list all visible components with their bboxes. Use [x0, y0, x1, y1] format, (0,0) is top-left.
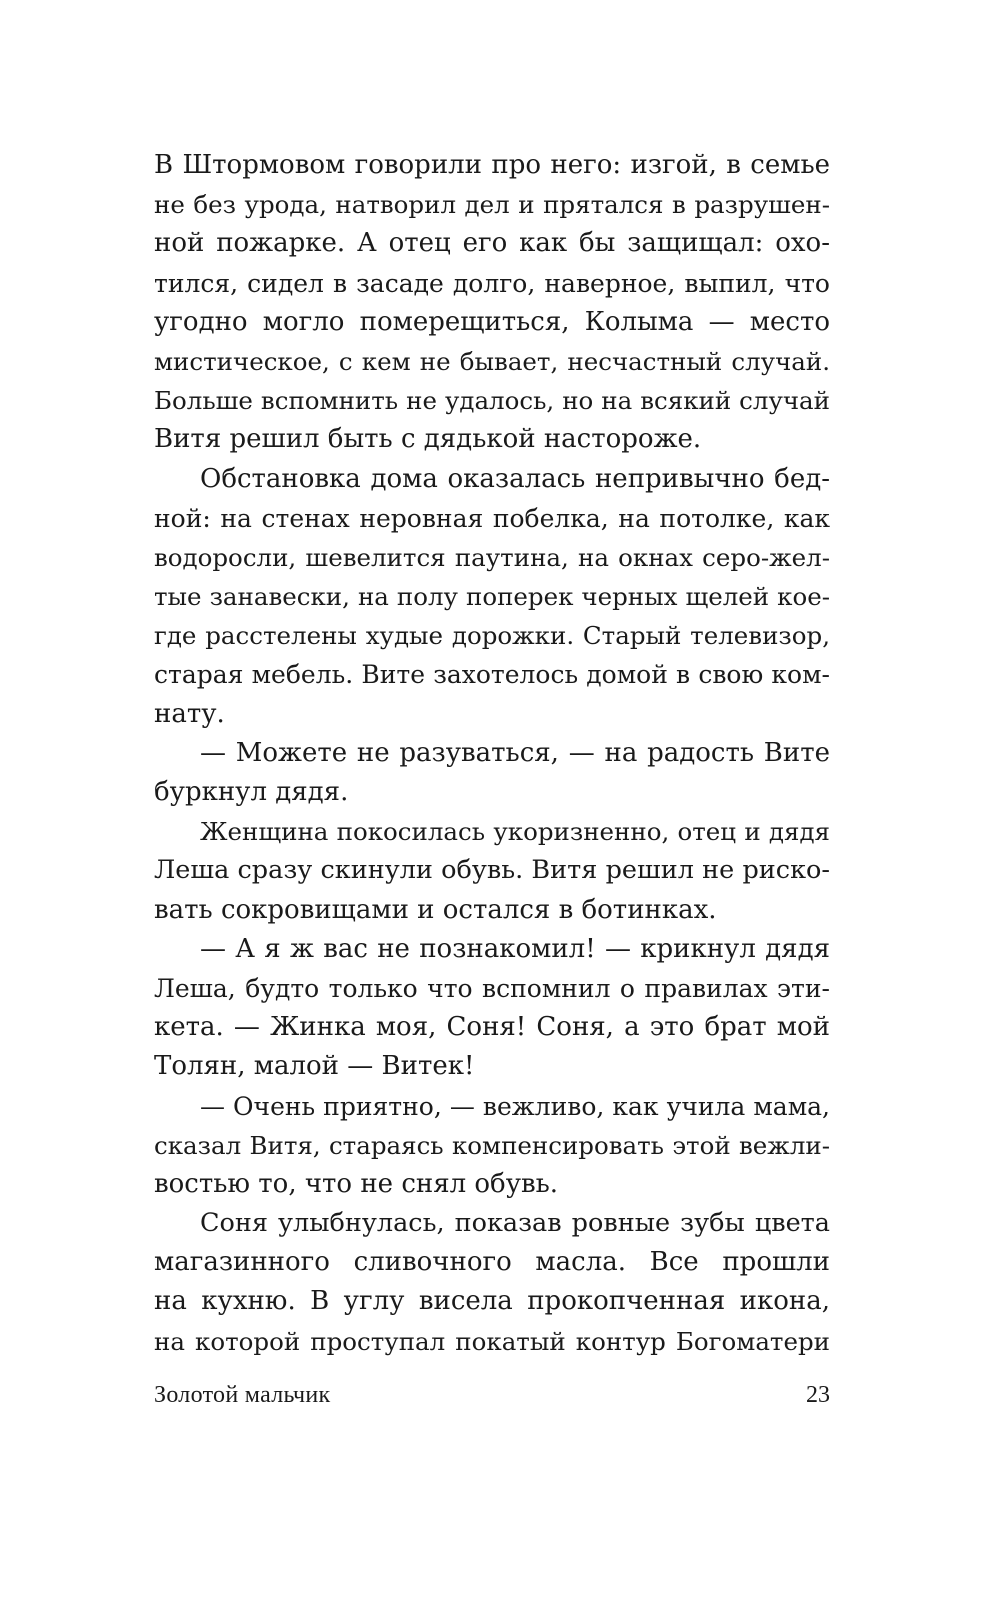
text-line: вать сокровищами и остался в ботинках.: [154, 894, 717, 925]
text-line: Леша сразу скинули обувь. Витя решил не риско-: [154, 855, 830, 886]
text-line: буркнул дядя.: [154, 777, 349, 807]
text-line: где расстелены худые дорожки. Старый телевизор,: [154, 621, 830, 651]
text-line: Леша, будто только что вспомнил о правилах эти-: [154, 973, 830, 1003]
text-line: — Можете не разуваться, — на радость Вите: [200, 737, 830, 768]
text-line: тился, сидел в засаде долго, наверное, выпил, что: [154, 268, 830, 298]
text-line: Женщина покосилась укоризненно, отец и дядя: [200, 817, 830, 847]
text-line: кета. — Жинка моя, Соня! Соня, а это брат мой: [154, 1012, 830, 1043]
page-footer: [154, 1382, 830, 1412]
text-line: — А я ж вас не познакомил! — крикнул дядя: [200, 933, 830, 964]
text-line: ной: на стенах неровная побелка, на потолке, как: [154, 503, 830, 533]
text-line: В Штормовом говорили про него: изгой, в семье: [154, 150, 830, 180]
text-line: ной пожарке. А отец его как бы защищал: охо-: [154, 228, 830, 259]
text-line: тые занавески, на полу поперек черных щелей кое-: [154, 582, 830, 612]
body-text: [154, 146, 830, 1361]
text-line: угодно могло померещиться, Колыма — место: [154, 306, 830, 337]
text-line: сказал Витя, стараясь компенсировать этой вежли-: [154, 1130, 830, 1160]
text-line: водоросли, шевелится паутина, на окнах серо-жел-: [154, 542, 830, 572]
text-line: Больше вспомнить не удалось, но на всякий случай: [154, 386, 830, 416]
running-title: Золотой мальчик: [154, 1382, 331, 1408]
text-line: не без урода, натворил дел и прятался в разрушен-: [154, 190, 830, 220]
text-line: востью то, что не снял обувь.: [154, 1168, 559, 1199]
text-line: на кухню. В углу висела прокопченная икона,: [154, 1286, 830, 1317]
text-line: Толян, малой — Витек!: [154, 1051, 475, 1082]
text-line: мистическое, с кем не бывает, несчастный случай.: [154, 346, 830, 376]
text-line: на которой проступал покатый контур Богоматери: [154, 1326, 830, 1356]
text-line: нату.: [154, 698, 225, 729]
text-line: старая мебель. Вите захотелось домой в свою ком-: [154, 660, 830, 690]
text-line: — Очень приятно, — вежливо, как учила мама,: [200, 1091, 830, 1121]
text-line: магазинного сливочного масла. Все прошли: [154, 1247, 830, 1278]
text-line: Соня улыбнулась, показав ровные зубы цвета: [200, 1208, 830, 1239]
page-number: 23: [806, 1382, 830, 1408]
text-line: Обстановка дома оказалась непривычно бед-: [200, 463, 830, 494]
text-line: Витя решил быть с дядькой настороже.: [154, 424, 702, 455]
